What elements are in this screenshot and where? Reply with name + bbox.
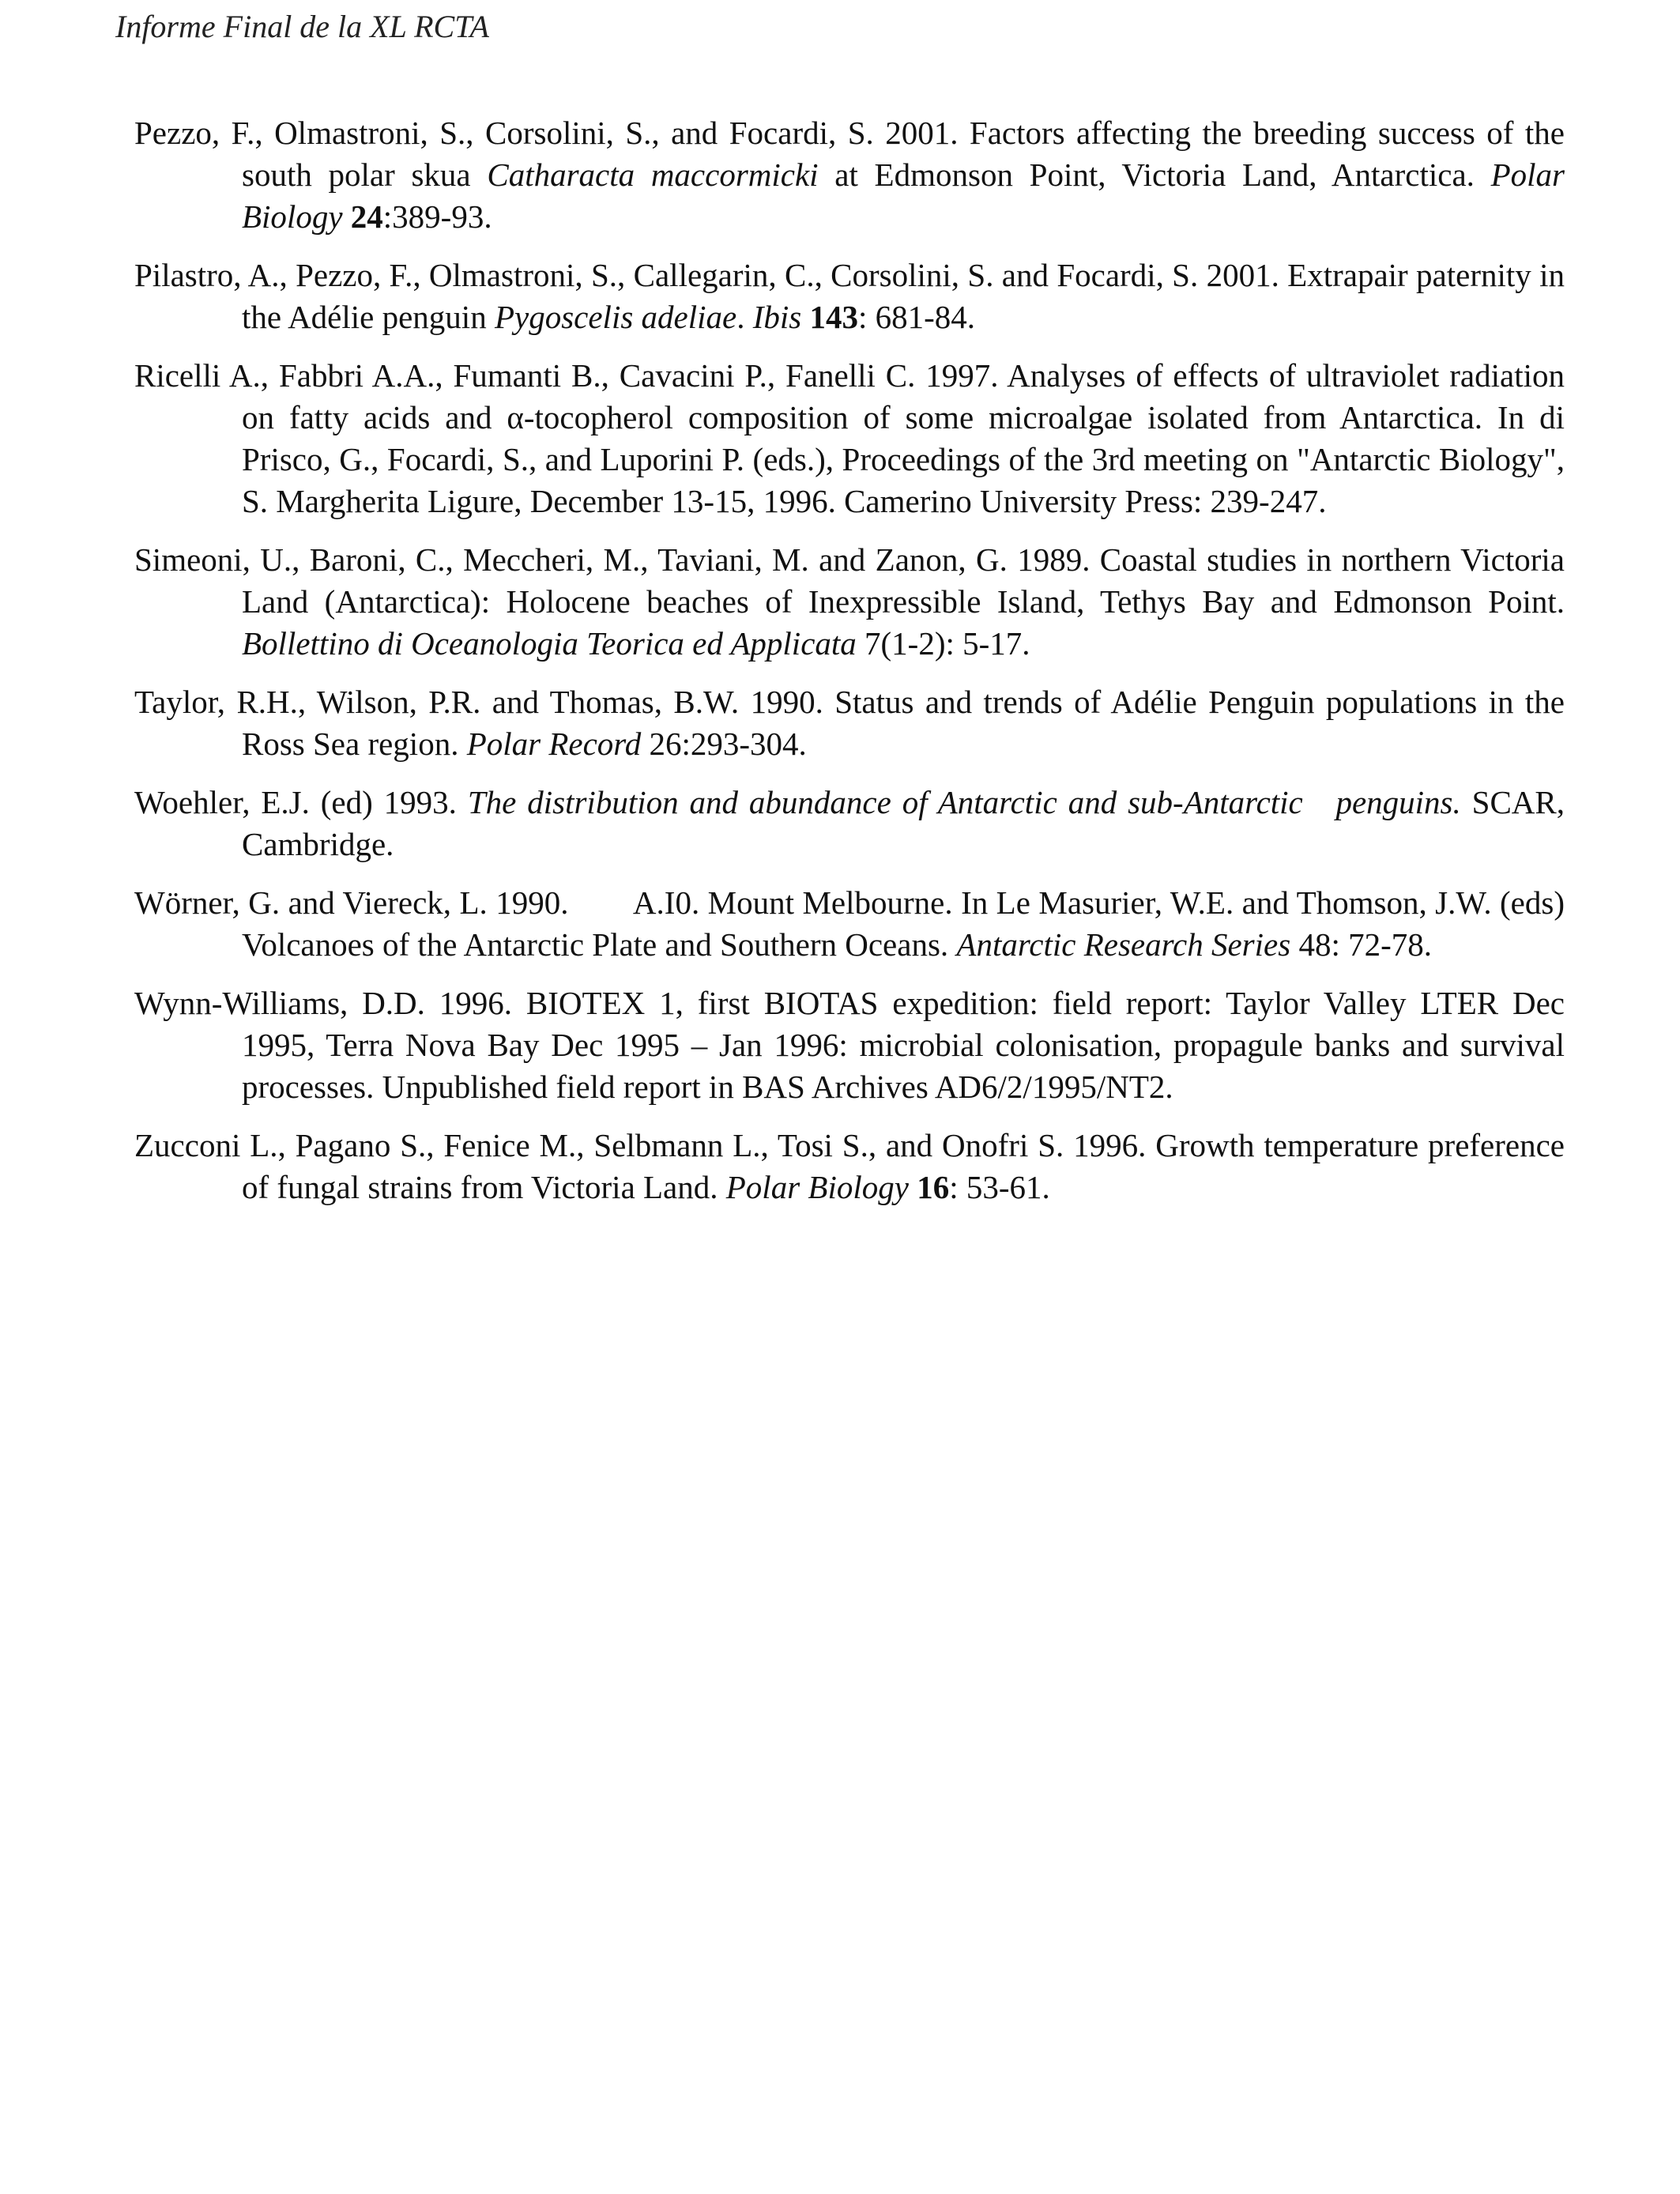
reference-text-italic: Polar Record xyxy=(466,726,642,762)
reference-entry xyxy=(134,539,1565,665)
reference-text-normal: Pezzo, F., Olmastroni, S., Corsolini, S., and Focardi, S. 2001. Factors affecting the breeding success of the south polar skua xyxy=(134,115,1565,193)
reference-text-normal: : 53-61. xyxy=(949,1169,1050,1205)
reference-text-normal: Woehler, E.J. (ed) 1993. xyxy=(134,784,468,820)
reference-text-italic: The distribution and abundance of Antarctic and sub-Antarctic penguins. xyxy=(467,784,1461,820)
running-header: Informe Final de la XL RCTA xyxy=(115,9,489,44)
reference-text-normal: Zucconi L., Pagano S., Fenice M., Selbmann L., Tosi S., and Onofri S. 1996. Growth temperature preference of fungal strains from Victoria Land. xyxy=(134,1127,1565,1205)
reference-text-normal: at Edmonson Point, Victoria Land, Antarctica. xyxy=(818,156,1491,193)
reference-text-normal: : 681-84. xyxy=(857,299,976,335)
reference-text-bold: 143 xyxy=(809,299,858,335)
reference-text-normal: 26:293-304. xyxy=(641,726,807,762)
reference-text-normal: . xyxy=(736,299,753,335)
reference-text-normal: Wörner, G. and Viereck, L. 1990. A.I0. Mount Melbourne. In Le Masurier, W.E. and Thomson, J.W. (eds) Volcanoes of the Antarctic Plate and Southern Oceans. xyxy=(134,884,1573,963)
reference-text-normal xyxy=(343,198,351,235)
reference-text-italic: Catharacta maccormicki xyxy=(487,156,819,193)
reference-text-normal: 48: 72-78. xyxy=(1290,926,1432,963)
reference-list xyxy=(134,112,1573,1225)
reference-text-italic: Pygoscelis adeliae xyxy=(494,299,737,335)
reference-text-italic: Polar Biology xyxy=(242,156,1565,235)
reference-entry xyxy=(134,254,1565,338)
reference-text-normal xyxy=(801,299,809,335)
reference-text-normal: Wynn-Williams, D.D. 1996. BIOTEX 1, first BIOTAS expedition: field report: Taylor Valley LTER Dec 1995, Terra Nova Bay Dec 1995 – Jan 1996: microbial colonisation, propagule banks and survival processes. Unpublished field report in BAS Archives AD6/2/1995/NT2. xyxy=(134,985,1565,1105)
reference-text-normal: :389-93. xyxy=(382,198,492,235)
reference-text-normal xyxy=(909,1169,917,1205)
reference-entry xyxy=(134,355,1565,522)
reference-text-normal: 7(1-2): 5-17. xyxy=(856,625,1030,662)
reference-text-normal: SCAR, Cambridge. xyxy=(242,784,1565,862)
reference-text-bold: 24 xyxy=(350,198,383,235)
reference-text-normal: Ricelli A., Fabbri A.A., Fumanti B., Cavacini P., Fanelli C. 1997. Analyses of effects of ultraviolet radiation on fatty acids and α-tocopherol composition of some microalgae isolated from Antarctica. In di Prisco, G., Focardi, S., and Luporini P. (eds.), Proceedings of the 3rd meeting on "Antarctic Biology", S. Margherita Ligure, December 13-15, 1996. Camerino University Press: 239-247. xyxy=(134,357,1565,519)
reference-entry xyxy=(134,681,1565,765)
reference-text-italic: Ibis xyxy=(752,299,802,335)
reference-text-bold: 16 xyxy=(917,1169,950,1205)
reference-text-normal: Simeoni, U., Baroni, C., Meccheri, M., Taviani, M. and Zanon, G. 1989. Coastal studies in northern Victoria Land (Antarctica): Holocene beaches of Inexpressible Island, Tethys Bay and Edmonson Point. xyxy=(134,541,1565,620)
reference-entry xyxy=(134,982,1565,1108)
reference-text-normal: Pilastro, A., Pezzo, F., Olmastroni, S., Callegarin, C., Corsolini, S. and Focardi, S. 2001. Extrapair paternity in the Adélie penguin xyxy=(134,257,1565,335)
reference-text-italic: Antarctic Research Series xyxy=(956,926,1291,963)
reference-entry xyxy=(134,1125,1565,1208)
reference-text-italic: Bollettino di Oceanologia Teorica ed Applicata xyxy=(242,625,857,662)
reference-text-normal: Taylor, R.H., Wilson, P.R. and Thomas, B.W. 1990. Status and trends of Adélie Penguin populations in the Ross Sea region. xyxy=(134,684,1565,762)
reference-entry xyxy=(134,112,1565,238)
reference-text-italic: Polar Biology xyxy=(725,1169,909,1205)
reference-entry xyxy=(134,882,1573,966)
reference-entry xyxy=(134,782,1565,865)
